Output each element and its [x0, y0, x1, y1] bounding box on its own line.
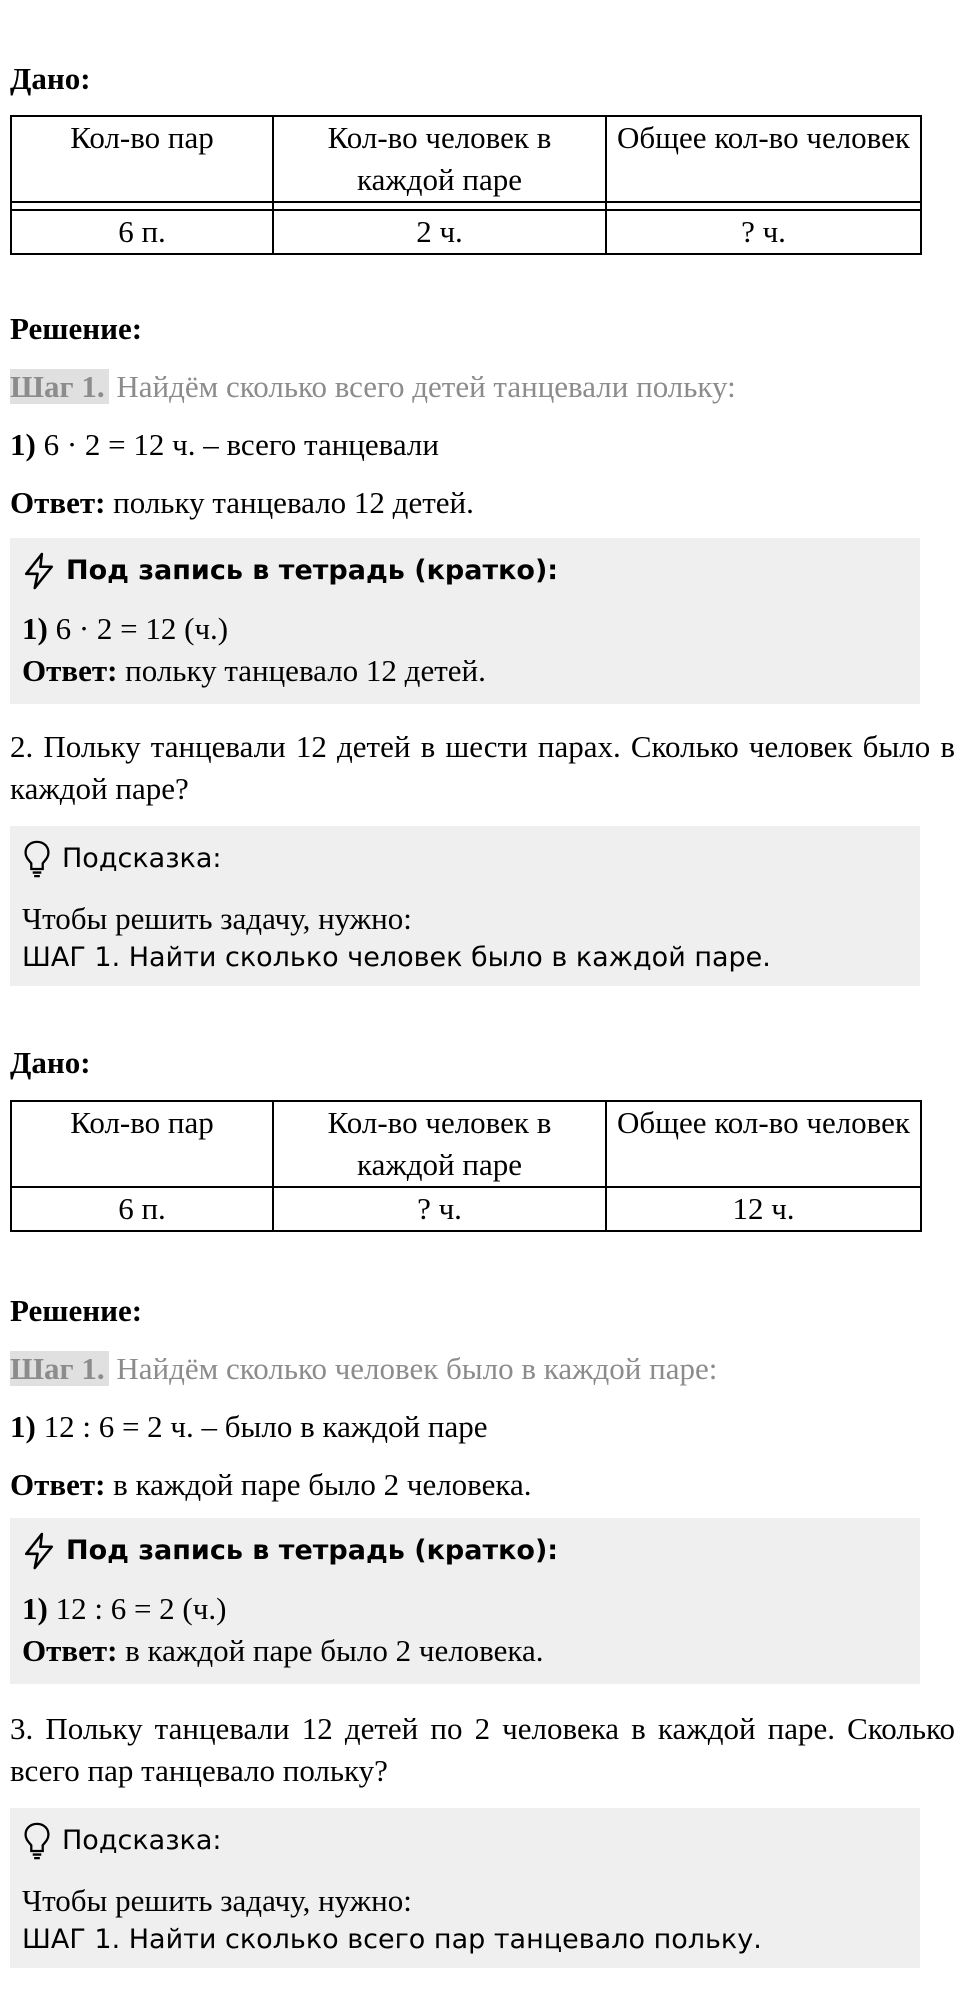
answer-line — [10, 1464, 532, 1506]
table-value-row — [11, 1187, 921, 1231]
line-number: 1) — [10, 427, 36, 462]
answer-label: Ответ: — [22, 1632, 118, 1668]
given-table — [10, 1100, 922, 1232]
hint-step-label: ШАГ 1. — [22, 1923, 121, 1955]
problem-text: 3. Польку танцевали 12 детей по 2 человека в каждой паре. Сколько всего пар танцевало польку? — [10, 1711, 955, 1788]
notebook-title — [22, 1524, 908, 1578]
table-header-row — [11, 1101, 921, 1187]
table-header-cell: Кол-во человек в каждой паре — [273, 1101, 606, 1187]
hint-step — [22, 1922, 908, 1958]
step-line — [10, 1348, 717, 1390]
step-text: Найдём сколько человек было в каждой паре: — [116, 1351, 718, 1386]
line-text: 6 · 2 = 12 (ч.) — [55, 611, 229, 646]
hint-step — [22, 940, 908, 976]
answer-text: в каждой паре было 2 человека. — [113, 1467, 532, 1502]
step-line — [10, 366, 736, 408]
answer-text: в каждой паре было 2 человека. — [125, 1632, 544, 1668]
hint-title — [22, 1814, 908, 1868]
step-label: Шаг 1. — [10, 369, 109, 404]
line-text: 6 · 2 = 12 ч. – всего танцевали — [43, 427, 439, 462]
hint-step-label: ШАГ 1. — [22, 941, 121, 973]
answer-label: Ответ: — [22, 652, 118, 688]
table-value-row — [11, 210, 921, 254]
solution-heading: Решение: — [10, 311, 143, 346]
table-header-cell: Кол-во человек в каждой паре — [273, 116, 606, 202]
table-header-cell: Кол-во пар — [11, 1101, 273, 1187]
solution-line — [10, 1406, 487, 1448]
notebook-title-text: Под запись в тетрадь (кратко): — [66, 554, 559, 586]
hint-intro: Чтобы решить задачу, нужно: — [22, 1883, 412, 1918]
lightbulb-icon — [22, 839, 52, 879]
line-number: 1) — [22, 611, 48, 646]
answer-label: Ответ: — [10, 485, 106, 520]
solution-line — [10, 424, 439, 466]
table-header-row — [11, 116, 921, 202]
problem-text: 2. Польку танцевали 12 детей в шести парах. Сколько человек было в каждой паре? — [10, 729, 955, 806]
table-value-cell: 2 ч. — [273, 210, 606, 254]
notebook-line — [22, 608, 908, 650]
hint-step-text: Найти сколько человек было в каждой паре. — [128, 941, 771, 973]
table-header-cell: Общее кол-во человек — [606, 1101, 921, 1187]
table-header-cell: Кол-во пар — [11, 116, 273, 202]
table-value-cell: 6 п. — [11, 210, 273, 254]
hint-box — [10, 826, 920, 986]
table-value-cell: ? ч. — [606, 210, 921, 254]
line-text: 12 : 6 = 2 (ч.) — [55, 1591, 227, 1626]
solution-heading: Решение: — [10, 1293, 143, 1328]
notebook-line — [22, 1588, 908, 1630]
answer-label: Ответ: — [10, 1467, 106, 1502]
hint-step-text: Найти сколько всего пар танцевало польку. — [128, 1923, 762, 1955]
notebook-box — [10, 538, 920, 704]
line-number: 1) — [10, 1409, 36, 1444]
table-value-cell: 12 ч. — [606, 1187, 921, 1231]
table-value-cell: ? ч. — [273, 1187, 606, 1231]
table-value-cell: 6 п. — [11, 1187, 273, 1231]
hint-box — [10, 1808, 920, 1968]
line-number: 1) — [22, 1591, 48, 1626]
table-header-cell: Общее кол-во человек — [606, 116, 921, 202]
step-label: Шаг 1. — [10, 1351, 109, 1386]
given-heading: Дано: — [10, 1045, 91, 1080]
hint-title-text: Подсказка: — [62, 1824, 222, 1856]
hint-title — [22, 832, 908, 886]
lightning-icon — [22, 1532, 56, 1570]
notebook-answer — [22, 650, 908, 692]
notebook-title — [22, 544, 908, 598]
given-heading: Дано: — [10, 61, 91, 96]
step-text: Найдём сколько всего детей танцевали польку: — [116, 369, 736, 404]
line-text: 12 : 6 = 2 ч. – было в каждой паре — [43, 1409, 488, 1444]
notebook-title-text: Под запись в тетрадь (кратко): — [66, 1534, 559, 1566]
notebook-box — [10, 1518, 920, 1684]
lightning-icon — [22, 552, 56, 590]
answer-line — [10, 482, 474, 524]
answer-text: польку танцевало 12 детей. — [113, 485, 474, 520]
lightbulb-icon — [22, 1821, 52, 1861]
given-table — [10, 115, 922, 255]
answer-text: польку танцевало 12 детей. — [125, 652, 486, 688]
notebook-answer — [22, 1630, 908, 1672]
hint-title-text: Подсказка: — [62, 842, 222, 874]
hint-intro: Чтобы решить задачу, нужно: — [22, 901, 412, 936]
